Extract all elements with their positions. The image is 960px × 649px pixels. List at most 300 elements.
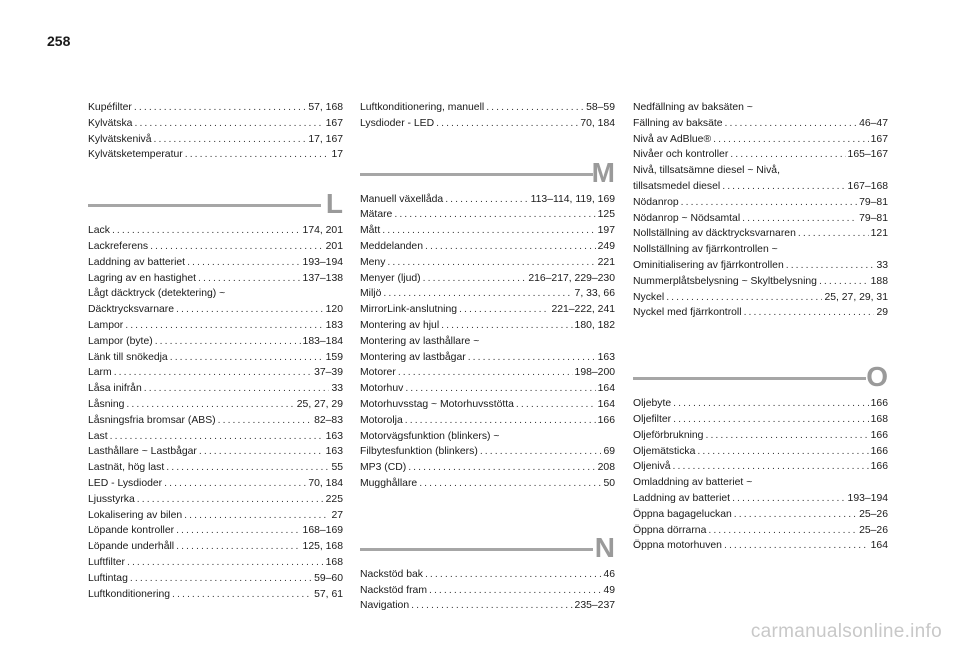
page-reference: 58–59 xyxy=(586,102,615,113)
dot-leader xyxy=(436,116,578,132)
index-term: Mugghållare xyxy=(360,477,418,489)
dot-leader xyxy=(114,365,312,381)
dot-leader xyxy=(411,598,572,614)
index-term: Filbytesfunktion (blinkers) xyxy=(360,446,478,458)
index-entry xyxy=(88,334,343,350)
dot-leader xyxy=(441,318,572,334)
index-term: Oljefilter xyxy=(633,413,672,425)
page-reference: 46 xyxy=(603,568,615,580)
page-reference: 82–83 xyxy=(314,414,343,426)
index-entry xyxy=(360,100,615,116)
dot-leader xyxy=(154,132,307,148)
page-reference: 216–217, 229–230 xyxy=(528,272,615,284)
index-entry xyxy=(360,583,615,599)
page-reference: 25–26 xyxy=(859,524,888,536)
index-term: Manuell växellåda xyxy=(360,193,444,205)
dot-leader xyxy=(387,255,595,271)
index-term: Nedfällning av baksäten ~ xyxy=(633,102,753,113)
page-reference: 167–168 xyxy=(847,180,888,192)
index-term: Ljusstyrka xyxy=(88,493,135,505)
page-reference: 174, 201 xyxy=(302,225,343,237)
dot-leader xyxy=(708,523,857,539)
index-term: MP3 (CD) xyxy=(360,462,407,474)
page-reference: 57, 168 xyxy=(308,102,343,113)
index-entry xyxy=(633,147,888,163)
index-term: Oljemätsticka xyxy=(633,445,696,457)
dot-leader xyxy=(673,396,869,412)
dot-leader xyxy=(734,507,857,523)
index-term: Oljenivå xyxy=(633,461,671,473)
index-entry xyxy=(360,271,615,287)
index-column-2 xyxy=(360,100,615,614)
page-reference: 70, 184 xyxy=(580,117,615,129)
page-reference: 208 xyxy=(597,462,615,474)
dot-leader xyxy=(666,290,822,306)
page-reference: 193–194 xyxy=(847,492,888,504)
index-entry xyxy=(88,350,343,366)
index-entry xyxy=(88,255,343,271)
section-letter: L xyxy=(325,188,343,220)
dot-leader xyxy=(185,147,330,163)
dot-leader xyxy=(730,147,845,163)
dot-leader xyxy=(166,460,329,476)
page-reference: 225 xyxy=(325,493,343,505)
index-entry xyxy=(360,460,615,476)
index-entry xyxy=(88,271,343,287)
page-reference: 221–222, 241 xyxy=(551,304,615,316)
index-term: Ominitialisering av fjärrkontrollen xyxy=(633,259,784,271)
section-letter: M xyxy=(591,156,615,188)
index-term: Lackreferens xyxy=(88,240,149,252)
page-reference: 249 xyxy=(597,240,615,252)
index-entry xyxy=(88,429,343,445)
dot-leader xyxy=(112,223,301,239)
index-term: Nollställning av däcktrycksvarnaren xyxy=(633,228,796,240)
page-reference: 70, 184 xyxy=(308,477,343,489)
index-entry xyxy=(360,429,615,445)
section-divider xyxy=(360,173,593,176)
index-term: Luftfilter xyxy=(88,556,125,568)
index-term: Kylvätska xyxy=(88,117,133,129)
index-term: Nyckel med fjärrkontroll xyxy=(633,307,742,319)
index-term: Montering av lastbågar xyxy=(360,351,466,363)
dot-leader xyxy=(786,258,875,274)
page-reference: 164 xyxy=(597,398,615,410)
page-reference: 166 xyxy=(597,414,615,426)
dot-leader xyxy=(126,397,294,413)
index-term: Löpande kontroller xyxy=(88,525,175,537)
dot-leader xyxy=(164,476,306,492)
index-term: Motorolja xyxy=(360,414,403,426)
index-entry xyxy=(360,223,615,239)
page-reference: 46–47 xyxy=(859,117,888,129)
page-reference: 55 xyxy=(331,462,343,474)
page-reference: 57, 61 xyxy=(314,588,343,600)
index-term: Luftkonditionering, manuell xyxy=(360,102,485,113)
dot-leader xyxy=(673,412,869,428)
dot-leader xyxy=(408,460,595,476)
dot-leader xyxy=(198,271,301,287)
index-term: Nollställning av fjärrkontrollen ~ xyxy=(633,244,778,256)
dot-leader xyxy=(199,444,324,460)
dot-leader xyxy=(445,192,528,208)
dot-leader xyxy=(798,226,869,242)
index-entry xyxy=(88,381,343,397)
page-reference: 137–138 xyxy=(302,272,343,284)
index-entry xyxy=(88,587,343,603)
index-term: Miljö xyxy=(360,288,382,300)
index-term: Nummerplåtsbelysning ~ Skyltbelysning xyxy=(633,275,817,287)
page-reference: 163 xyxy=(325,446,343,458)
index-entry xyxy=(633,428,888,444)
index-entry xyxy=(633,538,888,554)
index-term: Kylvätskenivå xyxy=(88,133,152,145)
dot-leader xyxy=(130,571,312,587)
index-entry xyxy=(633,163,888,179)
index-entry xyxy=(633,459,888,475)
page-reference: 201 xyxy=(325,240,343,252)
page-reference: 183 xyxy=(325,319,343,331)
dot-leader xyxy=(425,239,596,255)
index-term: Laddning av batteriet xyxy=(633,492,731,504)
index-entry xyxy=(633,179,888,195)
dot-leader xyxy=(697,444,868,460)
dot-leader xyxy=(405,413,596,429)
index-term: Löpande underhåll xyxy=(88,541,175,553)
index-term: Kylvätsketemperatur xyxy=(88,149,183,161)
index-term: Nivå, tillsatsämne diesel ~ Nivå, xyxy=(633,165,780,177)
index-entry xyxy=(88,318,343,334)
dot-leader xyxy=(486,100,584,116)
index-term: Menyer (ljud) xyxy=(360,272,421,284)
index-term: MirrorLink-anslutning xyxy=(360,304,458,316)
page-reference: 33 xyxy=(331,383,343,395)
dot-leader xyxy=(516,397,596,413)
index-entry xyxy=(88,492,343,508)
page-reference: 25, 27, 29, 31 xyxy=(824,291,888,303)
index-entry xyxy=(88,444,343,460)
section-divider xyxy=(360,548,593,551)
index-term: Last xyxy=(88,430,108,442)
dot-leader xyxy=(423,271,527,287)
page-reference: 17, 167 xyxy=(308,133,343,145)
page-reference: 165–167 xyxy=(847,149,888,161)
page-reference: 79–81 xyxy=(859,212,888,224)
page-reference: 166 xyxy=(870,398,888,410)
index-term: Nackstöd bak xyxy=(360,568,423,580)
page-reference: 168 xyxy=(870,413,888,425)
index-entry xyxy=(633,116,888,132)
page-reference: 125 xyxy=(597,209,615,221)
page-reference: 27 xyxy=(331,509,343,521)
index-entry xyxy=(88,523,343,539)
index-entry xyxy=(360,476,615,492)
section-letter: O xyxy=(866,361,888,393)
index-entry xyxy=(633,305,888,321)
index-column-1 xyxy=(88,100,343,602)
index-term: Oljebyte xyxy=(633,398,672,410)
dot-leader xyxy=(468,350,596,366)
index-entry xyxy=(360,192,615,208)
dot-leader xyxy=(459,302,549,318)
index-entry xyxy=(360,381,615,397)
dot-leader xyxy=(137,492,324,508)
index-term: Öppna motorhuven xyxy=(633,540,722,552)
index-term: Låsning xyxy=(88,398,125,410)
page-reference: 121 xyxy=(870,228,888,240)
index-entry xyxy=(88,413,343,429)
index-entry xyxy=(633,444,888,460)
page-reference: 59–60 xyxy=(314,572,343,584)
index-term: Navigation xyxy=(360,600,410,612)
index-term: LED - Lysdioder xyxy=(88,477,163,489)
index-entry xyxy=(88,539,343,555)
index-term: Låsningsfria bromsar (ABS) xyxy=(88,414,216,426)
index-entry xyxy=(360,397,615,413)
index-entry xyxy=(633,491,888,507)
index-entry xyxy=(633,290,888,306)
index-entry xyxy=(88,571,343,587)
index-entry xyxy=(88,365,343,381)
index-entry xyxy=(360,413,615,429)
index-entry xyxy=(633,242,888,258)
page-reference: 125, 168 xyxy=(302,541,343,553)
index-term: Öppna dörrarna xyxy=(633,524,707,536)
dot-leader xyxy=(144,381,330,397)
dot-leader xyxy=(134,100,306,116)
section-letter: N xyxy=(594,531,615,563)
page-reference: 168 xyxy=(325,556,343,568)
index-term: Nödanrop xyxy=(633,196,679,208)
index-entry xyxy=(88,223,343,239)
index-entry xyxy=(360,365,615,381)
dot-leader xyxy=(713,132,869,148)
index-term: tillsatsmedel diesel xyxy=(633,180,721,192)
dot-leader xyxy=(176,523,300,539)
index-term: Lokalisering av bilen xyxy=(88,509,183,521)
index-term: Mått xyxy=(360,225,381,237)
index-term: Montering av hjul xyxy=(360,319,440,331)
index-entry xyxy=(360,350,615,366)
dot-leader xyxy=(176,302,324,318)
index-term: Luftkonditionering xyxy=(88,588,171,600)
index-entry xyxy=(633,100,888,116)
page-reference: 193–194 xyxy=(302,256,343,268)
dot-leader xyxy=(172,587,312,603)
dot-leader xyxy=(394,207,595,223)
dot-leader xyxy=(134,116,323,132)
dot-leader xyxy=(398,365,573,381)
dot-leader xyxy=(382,223,595,239)
index-entry xyxy=(360,318,615,334)
dot-leader xyxy=(218,413,312,429)
dot-leader xyxy=(819,274,869,290)
index-term: Laddning av batteriet xyxy=(88,256,186,268)
index-term: Lampor (byte) xyxy=(88,335,153,347)
index-entry xyxy=(360,567,615,583)
index-term: Nivå av AdBlue® xyxy=(633,133,712,145)
dot-leader xyxy=(480,444,602,460)
index-entry xyxy=(360,302,615,318)
index-entry xyxy=(633,507,888,523)
dot-leader xyxy=(176,539,300,555)
dot-leader xyxy=(429,583,601,599)
index-entry xyxy=(633,475,888,491)
dot-leader xyxy=(150,239,324,255)
index-term: Motorhuvsstag ~ Motorhuvsstötta xyxy=(360,398,514,410)
page-reference: 167 xyxy=(870,133,888,145)
index-term: Lågt däcktryck (detektering) ~ xyxy=(88,288,226,300)
index-term: Öppna bagageluckan xyxy=(633,508,732,520)
index-entry xyxy=(88,132,343,148)
index-term: Lastnät, hög last xyxy=(88,462,165,474)
page-reference: 163 xyxy=(325,430,343,442)
dot-leader xyxy=(405,381,595,397)
page-reference: 188 xyxy=(870,275,888,287)
page-reference: 164 xyxy=(870,540,888,552)
page-reference: 168–169 xyxy=(302,525,343,537)
dot-leader xyxy=(127,555,324,571)
index-term: Nyckel xyxy=(633,291,665,303)
index-entry xyxy=(633,258,888,274)
index-term: Lack xyxy=(88,225,110,237)
index-column-3 xyxy=(633,100,888,554)
page-reference: 17 xyxy=(331,149,343,161)
index-term: Låsa inifrån xyxy=(88,383,142,395)
dot-leader xyxy=(732,491,845,507)
dot-leader xyxy=(184,508,329,524)
index-entry xyxy=(360,444,615,460)
index-entry xyxy=(633,195,888,211)
page-reference: 183–184 xyxy=(302,335,343,347)
index-term: Lampor xyxy=(88,319,124,331)
index-entry xyxy=(88,508,343,524)
index-entry xyxy=(88,476,343,492)
index-term: Luftintag xyxy=(88,572,128,584)
dot-leader xyxy=(170,350,324,366)
index-entry xyxy=(88,460,343,476)
page-reference: 167 xyxy=(325,117,343,129)
section-header-l xyxy=(88,188,343,220)
index-term: Nivåer och kontroller xyxy=(633,149,729,161)
page-reference: 69 xyxy=(603,446,615,458)
index-term: Nackstöd fram xyxy=(360,584,427,596)
page-reference: 120 xyxy=(325,304,343,316)
index-entry xyxy=(88,239,343,255)
dot-leader xyxy=(155,334,301,350)
index-entry xyxy=(88,100,343,116)
page-reference: 159 xyxy=(325,351,343,363)
page-reference: 235–237 xyxy=(574,600,615,612)
index-term: Montering av lasthållare ~ xyxy=(360,335,480,347)
page-reference: 25, 27, 29 xyxy=(296,398,343,410)
page-reference: 113–114, 119, 169 xyxy=(530,193,615,205)
index-term: Oljeförbrukning xyxy=(633,429,704,441)
dot-leader xyxy=(722,179,845,195)
index-entry xyxy=(633,132,888,148)
dot-leader xyxy=(425,567,601,583)
dot-leader xyxy=(187,255,300,271)
page-reference: 164 xyxy=(597,383,615,395)
page-reference: 50 xyxy=(603,477,615,489)
index-entry xyxy=(360,334,615,350)
page-reference: 166 xyxy=(870,429,888,441)
dot-leader xyxy=(110,429,324,445)
watermark: carmanualsonline.info xyxy=(750,621,942,642)
dot-leader xyxy=(705,428,868,444)
page-reference: 198–200 xyxy=(574,367,615,379)
index-term: Meny xyxy=(360,256,386,268)
index-term: Fällning av baksäte xyxy=(633,117,723,129)
page-reference: 37–39 xyxy=(314,367,343,379)
index-term: Lasthållare ~ Lastbågar xyxy=(88,446,197,458)
index-entry xyxy=(88,397,343,413)
index-term: Lysdioder - LED xyxy=(360,117,435,129)
index-entry xyxy=(633,396,888,412)
index-term: Kupéfilter xyxy=(88,102,132,113)
dot-leader xyxy=(673,459,869,475)
page-reference: 25–26 xyxy=(859,508,888,520)
index-entry xyxy=(633,226,888,242)
dot-leader xyxy=(724,538,869,554)
index-term: Motorer xyxy=(360,367,396,379)
page-reference: 180, 182 xyxy=(574,319,615,331)
section-divider xyxy=(88,204,321,207)
index-entry xyxy=(360,598,615,614)
page-reference: 197 xyxy=(597,225,615,237)
dot-leader xyxy=(725,116,858,132)
index-term: Lagring av en hastighet xyxy=(88,272,197,284)
index-entry xyxy=(360,286,615,302)
dot-leader xyxy=(125,318,323,334)
dot-leader xyxy=(681,195,857,211)
page-reference: 221 xyxy=(597,256,615,268)
dot-leader xyxy=(742,211,857,227)
index-entry xyxy=(633,274,888,290)
index-term: Mätare xyxy=(360,209,393,221)
index-term: Meddelanden xyxy=(360,240,423,252)
section-header-n xyxy=(360,532,615,564)
index-entry xyxy=(360,116,615,132)
page-reference: 166 xyxy=(870,445,888,457)
page-reference: 79–81 xyxy=(859,196,888,208)
index-entry xyxy=(88,555,343,571)
index-term: Däcktrycksvarnare xyxy=(88,304,175,316)
index-entry xyxy=(360,207,615,223)
page-number: 258 xyxy=(47,33,71,49)
index-term: Motorvägsfunktion (blinkers) ~ xyxy=(360,430,500,442)
index-entry xyxy=(88,147,343,163)
index-entry xyxy=(633,412,888,428)
page-reference: 49 xyxy=(603,584,615,596)
dot-leader xyxy=(744,305,875,321)
index-term: Omladdning av batteriet ~ xyxy=(633,477,753,489)
index-entry xyxy=(360,239,615,255)
index-entry xyxy=(88,286,343,302)
page-reference: 166 xyxy=(870,461,888,473)
index-term: Larm xyxy=(88,367,112,379)
section-header-o xyxy=(633,361,888,393)
dot-leader xyxy=(383,286,572,302)
page-reference: 33 xyxy=(876,259,888,271)
index-entry xyxy=(88,302,343,318)
section-divider xyxy=(633,377,866,380)
page-reference: 7, 33, 66 xyxy=(574,288,615,300)
index-term: Nödanrop ~ Nödsamtal xyxy=(633,212,741,224)
index-term: Motorhuv xyxy=(360,383,404,395)
index-entry xyxy=(633,211,888,227)
dot-leader xyxy=(419,476,601,492)
